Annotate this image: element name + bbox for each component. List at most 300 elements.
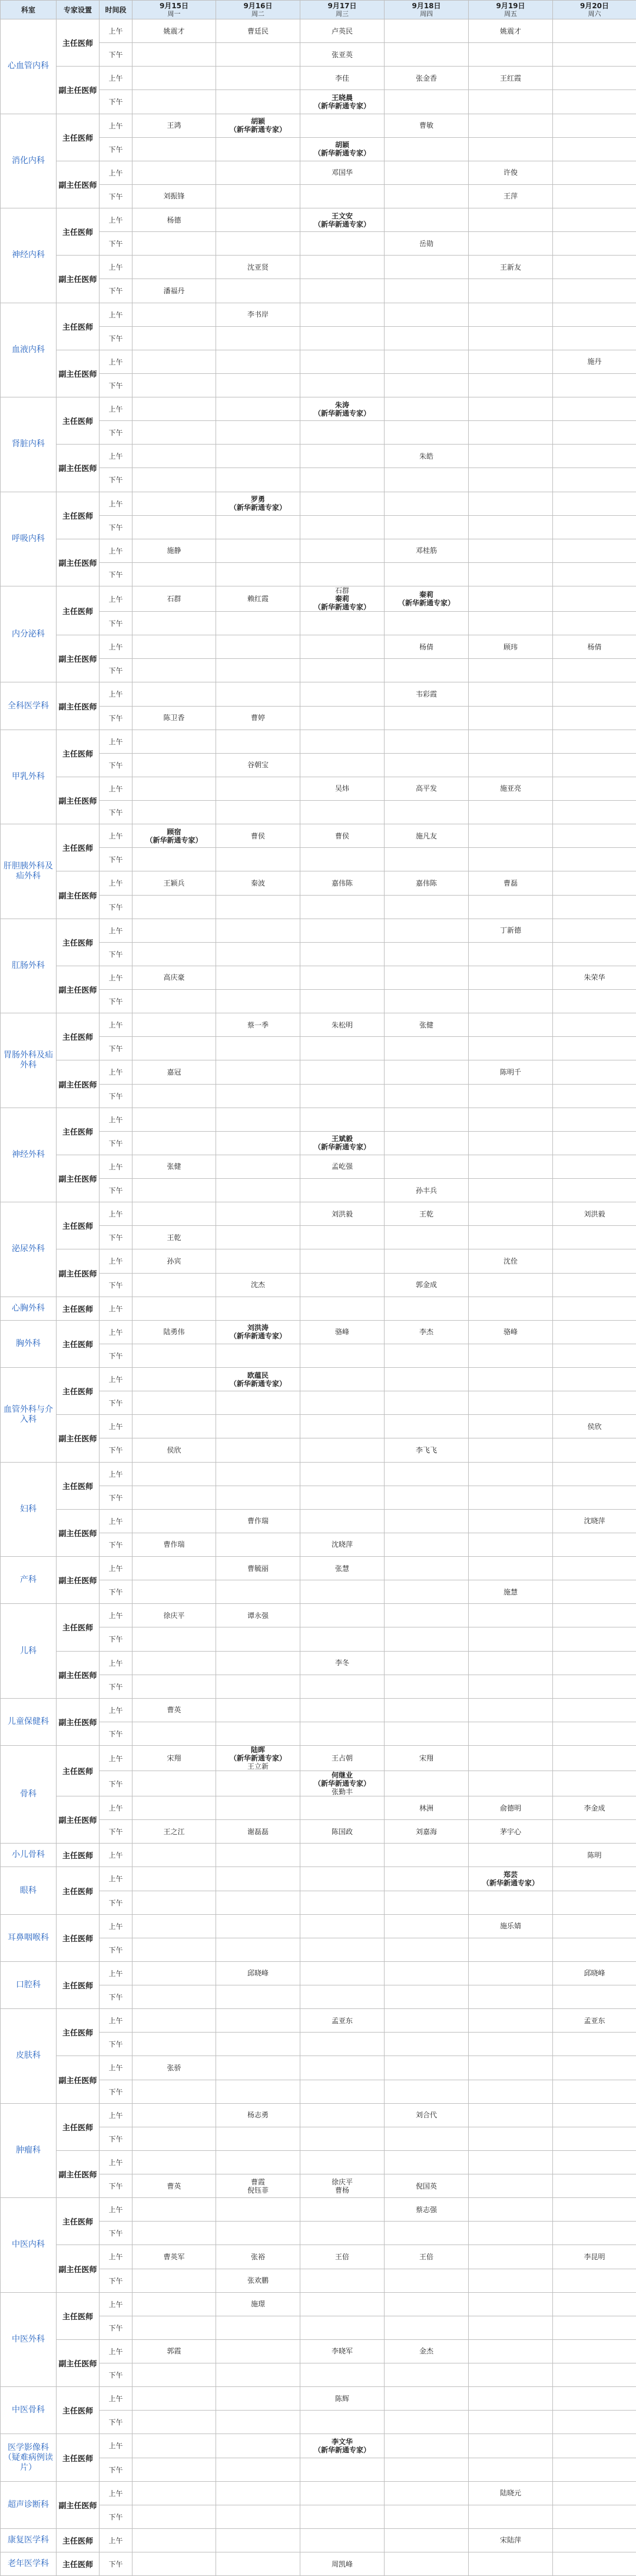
doctor-cell: [300, 1486, 385, 1509]
doctor-cell: [300, 1368, 385, 1391]
doctor-name: 胡颖: [217, 117, 299, 125]
time-period: 上午: [100, 1509, 132, 1533]
doctor-level: 副主任医师: [57, 1415, 100, 1462]
text-line: 超声诊断科: [2, 2500, 55, 2510]
text-line: 骨科: [2, 1789, 55, 1799]
expert-tag: （新华新通专家）: [470, 1879, 551, 1887]
doctor-cell: [553, 2411, 636, 2434]
doctor-cell: [132, 966, 216, 989]
doctor-name: 邱晓峰: [554, 1969, 635, 1977]
doctor-name: 宋翔: [386, 1754, 467, 1762]
time-period: 下午: [100, 326, 132, 350]
doctor-cell: [385, 2339, 469, 2363]
doctor-name: 邓国华: [302, 168, 383, 177]
doctor-name: 王之江: [134, 1828, 214, 1836]
doctor-cell: [553, 256, 636, 279]
doctor-cell: [553, 1820, 636, 1844]
time-period: 上午: [100, 1202, 132, 1226]
doctor-name: 石群: [302, 586, 383, 595]
header-day: [132, 1, 216, 19]
doctor-cell: [469, 612, 553, 635]
doctor-cell: [132, 612, 216, 635]
time-period: 下午: [100, 43, 132, 67]
time-period: 上午: [100, 1462, 132, 1486]
text-line: 中医外科: [2, 2335, 55, 2345]
doctor-cell: [300, 1985, 385, 2009]
doctor-cell: [216, 208, 300, 232]
expert-tag: （新华新通专家）: [217, 125, 299, 134]
doctor-level: 副主任医师: [57, 256, 100, 303]
time-period: 下午: [100, 659, 132, 682]
doctor-cell: [469, 1202, 553, 1226]
schedule-row: [1, 1867, 636, 1891]
doctor-cell: [216, 1391, 300, 1415]
doctor-cell: [469, 397, 553, 421]
doctor-cell: [553, 2033, 636, 2056]
schedule-row: [1, 2387, 636, 2411]
doctor-cell: [385, 2198, 469, 2222]
doctor-cell: [300, 919, 385, 942]
doctor-cell: [469, 1249, 553, 1273]
doctor-cell: [216, 612, 300, 635]
doctor-cell: [469, 1131, 553, 1155]
doctor-cell: [216, 966, 300, 989]
doctor-cell: [385, 1391, 469, 1415]
time-period: 下午: [100, 848, 132, 871]
doctor-cell: [385, 2080, 469, 2103]
time-period: 下午: [100, 1533, 132, 1556]
department-name: [1, 824, 57, 919]
doctor-name: 曹敏: [386, 121, 467, 130]
doctor-cell: [216, 1675, 300, 1698]
doctor-cell: [216, 1368, 300, 1391]
time-period: 下午: [100, 1722, 132, 1745]
doctor-name: 张欢鹏: [217, 2276, 299, 2285]
time-period: 下午: [100, 1273, 132, 1297]
doctor-name: 王鸿: [134, 121, 214, 130]
doctor-name: 施璟: [217, 2300, 299, 2308]
doctor-cell: [300, 1675, 385, 1698]
doctor-name: 陈卫香: [134, 714, 214, 722]
doctor-cell: [469, 966, 553, 989]
doctor-level: 副主任医师: [57, 1060, 100, 1108]
doctor-cell: [385, 303, 469, 326]
department-name: [1, 2552, 57, 2576]
doctor-cell: [385, 1627, 469, 1651]
doctor-cell: [132, 1084, 216, 1108]
doctor-level: 主任医师: [57, 114, 100, 161]
day-weekday: 周五: [470, 10, 551, 18]
doctor-name: 王颖兵: [134, 879, 214, 887]
department-name: [1, 397, 57, 492]
time-period: 上午: [100, 2528, 132, 2552]
doctor-cell: [300, 2080, 385, 2103]
department-name: [1, 1557, 57, 1604]
department-name: [1, 208, 57, 303]
doctor-cell: [385, 1249, 469, 1273]
doctor-cell: [469, 2198, 553, 2222]
doctor-cell: [216, 753, 300, 777]
doctor-level: 主任医师: [57, 19, 100, 67]
doctor-cell: [469, 2411, 553, 2434]
time-period: 上午: [100, 730, 132, 753]
day-weekday: 周一: [134, 10, 214, 18]
doctor-cell: [553, 1486, 636, 1509]
doctor-cell: [553, 2458, 636, 2481]
doctor-cell: [300, 421, 385, 445]
doctor-cell: [553, 208, 636, 232]
doctor-cell: [385, 232, 469, 256]
doctor-cell: [385, 1084, 469, 1108]
doctor-cell: [553, 730, 636, 753]
doctor-name: 曹侯: [302, 832, 383, 840]
doctor-cell: [216, 824, 300, 848]
schedule-row: [1, 586, 636, 612]
doctor-cell: [132, 1060, 216, 1084]
doctor-cell: [469, 1627, 553, 1651]
doctor-cell: [553, 67, 636, 90]
doctor-name: 金杰: [386, 2347, 467, 2355]
expert-tag: （新华新通专家）: [302, 1143, 383, 1151]
doctor-cell: [469, 161, 553, 184]
text-line: 产科: [2, 1575, 55, 1585]
doctor-cell: [216, 871, 300, 895]
time-period: 下午: [100, 232, 132, 256]
doctor-cell: [132, 848, 216, 871]
doctor-cell: [132, 1985, 216, 2009]
doctor-cell: [469, 1297, 553, 1320]
doctor-cell: [216, 161, 300, 184]
doctor-cell: [385, 2127, 469, 2150]
schedule-row: [1, 1320, 636, 1344]
schedule-row: [1, 1462, 636, 1486]
doctor-cell: [385, 942, 469, 966]
doctor-cell: [216, 990, 300, 1013]
doctor-cell: [132, 1844, 216, 1867]
doctor-cell: [385, 2505, 469, 2528]
doctor-name: 李飞飞: [386, 1446, 467, 1454]
time-period: 下午: [100, 2458, 132, 2481]
doctor-cell: [300, 1037, 385, 1060]
doctor-cell: [385, 90, 469, 114]
doctor-level: 副主任医师: [57, 2339, 100, 2386]
doctor-level: 主任医师: [57, 1297, 100, 1320]
time-period: 下午: [100, 184, 132, 208]
doctor-cell: [216, 1438, 300, 1462]
doctor-cell: [216, 682, 300, 706]
doctor-cell: [469, 2245, 553, 2269]
doctor-cell: [132, 2056, 216, 2080]
doctor-name: 张健: [134, 1162, 214, 1171]
time-period: 上午: [100, 492, 132, 515]
doctor-cell: [553, 1675, 636, 1698]
schedule-row: [1, 1415, 636, 1438]
doctor-cell: [132, 635, 216, 659]
doctor-cell: [300, 137, 385, 161]
doctor-cell: [132, 2269, 216, 2292]
schedule-row: [1, 1746, 636, 1771]
doctor-cell: [469, 539, 553, 562]
department-name: [1, 1698, 57, 1745]
doctor-cell: [216, 1580, 300, 1604]
doctor-cell: [385, 256, 469, 279]
doctor-cell: [553, 1891, 636, 1914]
doctor-cell: [132, 871, 216, 895]
text-line: 胃肠外科及疝外科: [2, 1050, 55, 1070]
time-period: 上午: [100, 1320, 132, 1344]
doctor-cell: [385, 1438, 469, 1462]
doctor-cell: [385, 848, 469, 871]
time-period: 下午: [100, 1820, 132, 1844]
doctor-name: 胡颖: [302, 141, 383, 149]
schedule-row: [1, 2103, 636, 2127]
doctor-cell: [132, 2363, 216, 2387]
doctor-cell: [216, 1891, 300, 1914]
doctor-cell: [132, 2033, 216, 2056]
doctor-cell: [553, 801, 636, 824]
doctor-name: 沈杰: [217, 1281, 299, 1289]
doctor-cell: [132, 1486, 216, 1509]
doctor-cell: [469, 114, 553, 137]
doctor-cell: [132, 161, 216, 184]
doctor-cell: [385, 2434, 469, 2458]
doctor-level: 主任医师: [57, 1320, 100, 1367]
doctor-name: 周凯峰: [302, 2560, 383, 2568]
time-period: 上午: [100, 1746, 132, 1771]
doctor-cell: [385, 515, 469, 539]
doctor-cell: [132, 1675, 216, 1698]
doctor-name: 岳勋: [386, 240, 467, 248]
doctor-name: 张健: [386, 1021, 467, 1029]
doctor-cell: [216, 1844, 300, 1867]
doctor-cell: [553, 326, 636, 350]
doctor-cell: [385, 350, 469, 373]
doctor-name: 刘振锋: [134, 192, 214, 200]
doctor-cell: [385, 1415, 469, 1438]
doctor-cell: [553, 137, 636, 161]
schedule-row: [1, 1013, 636, 1037]
doctor-cell: [132, 1914, 216, 1938]
doctor-cell: [385, 19, 469, 43]
doctor-cell: [300, 635, 385, 659]
doctor-level: 副主任医师: [57, 2481, 100, 2528]
day-weekday: 周四: [386, 10, 467, 18]
doctor-cell: [300, 871, 385, 895]
doctor-name: 王斌毅: [302, 1135, 383, 1143]
doctor-cell: [132, 1391, 216, 1415]
doctor-cell: [216, 114, 300, 137]
schedule-row: [1, 2481, 636, 2505]
time-period: 下午: [100, 1226, 132, 1249]
doctor-cell: [132, 1746, 216, 1771]
doctor-cell: [132, 1368, 216, 1391]
doctor-level: 主任医师: [57, 1108, 100, 1155]
doctor-cell: [469, 2269, 553, 2292]
text-line: 康复医学科: [2, 2535, 55, 2545]
doctor-name: 孟亚东: [302, 2017, 383, 2025]
time-period: 下午: [100, 1179, 132, 1202]
schedule-row: [1, 492, 636, 515]
text-line: 血管外科与介入科: [2, 1405, 55, 1425]
doctor-cell: [385, 2292, 469, 2316]
doctor-cell: [132, 2127, 216, 2150]
time-period: 下午: [100, 1084, 132, 1108]
doctor-cell: [300, 2505, 385, 2528]
doctor-name: 王晓晨: [302, 94, 383, 102]
doctor-cell: [132, 350, 216, 373]
doctor-cell: [553, 1202, 636, 1226]
doctor-level: 副主任医师: [57, 350, 100, 397]
doctor-cell: [132, 1108, 216, 1131]
schedule-row: [1, 1060, 636, 1084]
time-period: 上午: [100, 586, 132, 612]
doctor-cell: [300, 1509, 385, 1533]
doctor-cell: [216, 445, 300, 468]
time-period: 下午: [100, 2222, 132, 2245]
doctor-level: 主任医师: [57, 2103, 100, 2150]
doctor-cell: [385, 1914, 469, 1938]
time-period: 上午: [100, 1108, 132, 1131]
doctor-cell: [553, 1698, 636, 1722]
doctor-cell: [216, 2316, 300, 2339]
time-period: 上午: [100, 1604, 132, 1627]
doctor-name: 陈明千: [470, 1068, 551, 1076]
doctor-level: 主任医师: [57, 1844, 100, 1867]
doctor-name: 俞德明: [470, 1804, 551, 1812]
doctor-cell: [553, 492, 636, 515]
schedule-row: [1, 1844, 636, 1867]
doctor-name: 蔡志强: [386, 2206, 467, 2214]
doctor-cell: [469, 2009, 553, 2033]
doctor-name: 倪钰菲: [217, 2186, 299, 2194]
doctor-name: 徐庆平: [134, 1612, 214, 1620]
text-line: 口腔科: [2, 1980, 55, 1990]
doctor-cell: [216, 1698, 300, 1722]
time-period: 下午: [100, 706, 132, 730]
doctor-level: 副主任医师: [57, 1698, 100, 1745]
doctor-cell: [300, 1013, 385, 1037]
expert-tag: （新华新通专家）: [217, 1332, 299, 1340]
doctor-cell: [553, 43, 636, 67]
doctor-cell: [469, 1651, 553, 1675]
doctor-cell: [469, 1155, 553, 1178]
doctor-cell: [553, 2009, 636, 2033]
doctor-cell: [300, 659, 385, 682]
doctor-cell: [300, 1155, 385, 1178]
doctor-level: 副主任医师: [57, 161, 100, 208]
header-day: [216, 1, 300, 19]
doctor-cell: [553, 2198, 636, 2222]
doctor-cell: [385, 586, 469, 612]
doctor-cell: [385, 1179, 469, 1202]
doctor-name: 刘嘉海: [386, 1828, 467, 1836]
doctor-cell: [385, 1226, 469, 1249]
expert-tag: （新华新通专家）: [302, 220, 383, 228]
doctor-cell: [300, 2009, 385, 2033]
doctor-level: 主任医师: [57, 2528, 100, 2552]
doctor-cell: [216, 848, 300, 871]
schedule-row: [1, 2056, 636, 2080]
time-period: 下午: [100, 468, 132, 492]
doctor-name: 王新友: [470, 263, 551, 271]
doctor-cell: [216, 2222, 300, 2245]
doctor-name: 欧蕴民: [217, 1371, 299, 1380]
doctor-cell: [300, 2528, 385, 2552]
time-period: 上午: [100, 1060, 132, 1084]
doctor-name: 李杰: [386, 1328, 467, 1336]
doctor-cell: [300, 114, 385, 137]
doctor-cell: [300, 1179, 385, 1202]
doctor-cell: [216, 2339, 300, 2363]
doctor-cell: [385, 1202, 469, 1226]
doctor-cell: [132, 208, 216, 232]
day-date: 9月18日: [412, 2, 440, 10]
doctor-cell: [553, 184, 636, 208]
doctor-cell: [553, 1961, 636, 1985]
doctor-name: 施慧: [470, 1588, 551, 1596]
doctor-cell: [216, 1226, 300, 1249]
doctor-cell: [132, 1273, 216, 1297]
doctor-cell: [553, 871, 636, 895]
doctor-cell: [300, 1961, 385, 1985]
doctor-cell: [385, 801, 469, 824]
doctor-cell: [469, 515, 553, 539]
text-line: 皮肤科: [2, 2051, 55, 2061]
doctor-name: 李书岸: [217, 310, 299, 319]
doctor-cell: [132, 19, 216, 43]
doctor-cell: [132, 114, 216, 137]
doctor-cell: [385, 1604, 469, 1627]
doctor-cell: [469, 659, 553, 682]
doctor-cell: [300, 539, 385, 562]
schedule-row: [1, 2009, 636, 2033]
time-period: 下午: [100, 801, 132, 824]
time-period: 上午: [100, 397, 132, 421]
doctor-cell: [469, 1368, 553, 1391]
department-name: [1, 19, 57, 114]
doctor-name: 顾玮: [470, 643, 551, 651]
doctor-cell: [385, 2411, 469, 2434]
doctor-cell: [469, 1698, 553, 1722]
time-period: 下午: [100, 2080, 132, 2103]
doctor-cell: [469, 256, 553, 279]
schedule-row: [1, 539, 636, 562]
expert-tag: （新华新通专家）: [302, 603, 383, 611]
doctor-cell: [132, 2292, 216, 2316]
doctor-name: 罗勇: [217, 495, 299, 503]
doctor-name: 孙丰兵: [386, 1186, 467, 1195]
doctor-cell: [469, 1509, 553, 1533]
doctor-level: 主任医师: [57, 2387, 100, 2434]
schedule-row: [1, 161, 636, 184]
doctor-cell: [216, 539, 300, 562]
doctor-cell: [553, 2505, 636, 2528]
text-line: 中医骨科: [2, 2405, 55, 2415]
doctor-cell: [132, 990, 216, 1013]
doctor-cell: [216, 1249, 300, 1273]
doctor-cell: [553, 90, 636, 114]
doctor-cell: [216, 137, 300, 161]
doctor-cell: [300, 1914, 385, 1938]
doctor-cell: [216, 1084, 300, 1108]
doctor-cell: [385, 1108, 469, 1131]
doctor-cell: [553, 1462, 636, 1486]
doctor-cell: [553, 2316, 636, 2339]
doctor-cell: [300, 586, 385, 612]
doctor-cell: [553, 753, 636, 777]
doctor-name: 曹婷: [217, 714, 299, 722]
doctor-cell: [132, 1249, 216, 1273]
